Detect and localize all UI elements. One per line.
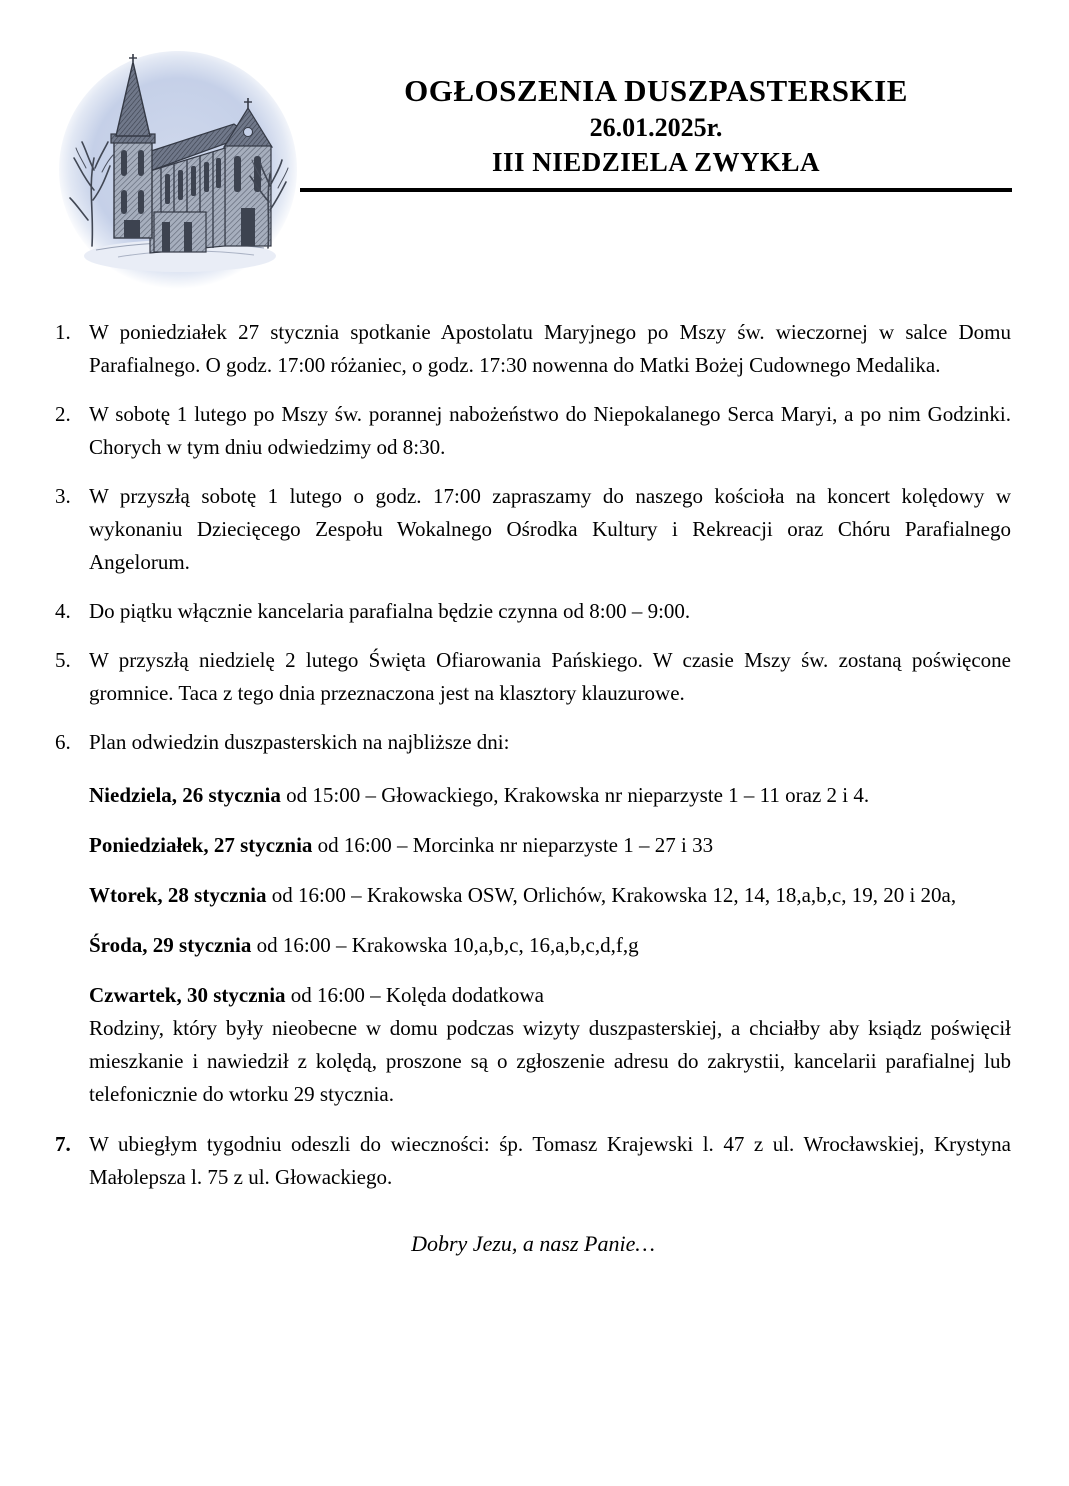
item-number: 2. <box>55 402 71 426</box>
visit-plan-tuesday <box>89 879 1011 912</box>
item-text: Do piątku włącznie kancelaria parafialna będzie czynna od 8:00 – 9:00. <box>89 599 691 623</box>
visit-day: Poniedziałek, 27 stycznia <box>89 833 313 857</box>
visit-details: od 16:00 – Krakowska OSW, Orlichów, Krakowska 12, 14, 18,a,b,c, 19, 20 i 20a, <box>266 883 957 907</box>
announcement-item-7 <box>55 1128 1011 1194</box>
visit-plan-thursday <box>89 979 1011 1111</box>
visit-day: Niedziela, 26 stycznia <box>89 783 281 807</box>
announcement-item-1 <box>55 316 1011 382</box>
item-number: 5. <box>55 648 71 672</box>
visit-details: od 16:00 – Morcinka nr nieparzyste 1 – 27 i 33 <box>312 833 714 857</box>
visit-day: Czwartek, 30 stycznia <box>89 983 286 1007</box>
closing-prayer-line: Dobry Jezu, a nasz Panie… <box>411 1231 655 1256</box>
item-text: Plan odwiedzin duszpasterskich na najbliższe dni: <box>89 730 510 754</box>
announcement-item-5 <box>55 644 1011 710</box>
item-text: W ubiegłym tygodniu odeszli do wieczności: śp. Tomasz Krajewski l. 47 z ul. Wrocławskiej, Krystyna Małolepsza l. 75 z ul. Głowackiego. <box>89 1132 1011 1189</box>
document-header <box>300 72 1012 192</box>
visit-details: od 16:00 – Krakowska 10,a,b,c, 16,a,b,c,d,f,g <box>251 933 639 957</box>
item-text: W przyszłą niedzielę 2 lutego Święta Ofiarowania Pańskiego. W czasie Mszy św. zostaną poświęcone gromnice. Taca z tego dnia przeznaczona jest na klasztory klauzurowe. <box>89 648 1011 705</box>
item-text: W sobotę 1 lutego po Mszy św. porannej nabożeństwo do Niepokalanego Serca Maryi, a po nim Godzinki. Chorych w tym dniu odwiedzimy od 8:30. <box>89 402 1011 459</box>
visit-day-line <box>89 979 1011 1012</box>
item-number: 7. <box>55 1132 71 1156</box>
visit-plan <box>89 779 1011 1111</box>
visit-plan-wednesday <box>89 929 1011 962</box>
item-text: W poniedziałek 27 stycznia spotkanie Apostolatu Maryjnego po Mszy św. wieczornej w salce Domu Parafialnego. O godz. 17:00 różaniec, o godz. 17:30 nowenna do Matki Bożej Cudownego Medalika. <box>89 320 1011 377</box>
announcement-item-3 <box>55 480 1011 579</box>
item-number: 3. <box>55 484 71 508</box>
item-number: 6. <box>55 730 71 754</box>
announcement-item-4 <box>55 595 1011 628</box>
announcement-item-6 <box>55 726 1011 759</box>
document-date: 26.01.2025r. <box>589 113 723 142</box>
visit-day: Środa, 29 stycznia <box>89 933 252 957</box>
church-vignette-icon <box>58 50 298 290</box>
item-number: 1. <box>55 320 71 344</box>
visit-details: od 16:00 – Kolęda dodatkowa <box>285 983 544 1007</box>
item-number: 4. <box>55 599 71 623</box>
page-title: OGŁOSZENIA DUSZPASTERSKIE <box>404 73 908 108</box>
sunday-name: III NIEDZIELA ZWYKŁA <box>491 147 821 177</box>
visit-plan-monday <box>89 829 1011 862</box>
visit-plan-note: Rodziny, który były nieobecne w domu podczas wizyty duszpasterskiej, a chciałby aby ksiądz poświęcił mieszkanie i nawiedził z kolędą, proszone są o zgłoszenie adresu do zakrystii, kancelarii parafialnej lub telefonicznie do wtorku 29 stycznia. <box>89 1016 1011 1106</box>
visit-plan-sunday <box>89 779 1011 812</box>
item-text: W przyszłą sobotę 1 lutego o godz. 17:00 zapraszamy do naszego kościoła na koncert kolędowy w wykonaniu Dziecięcego Zespołu Wokalnego Ośrodka Kultury i Rekreacji oraz Chóru Parafialnego Angelorum. <box>89 484 1011 574</box>
announcement-item-2 <box>55 398 1011 464</box>
visit-day: Wtorek, 28 stycznia <box>89 883 267 907</box>
header-divider <box>300 188 1012 192</box>
announcement-list <box>55 316 1011 1260</box>
visit-details: od 15:00 – Głowackiego, Krakowska nr nieparzyste 1 – 11 oraz 2 i 4. <box>280 783 870 807</box>
